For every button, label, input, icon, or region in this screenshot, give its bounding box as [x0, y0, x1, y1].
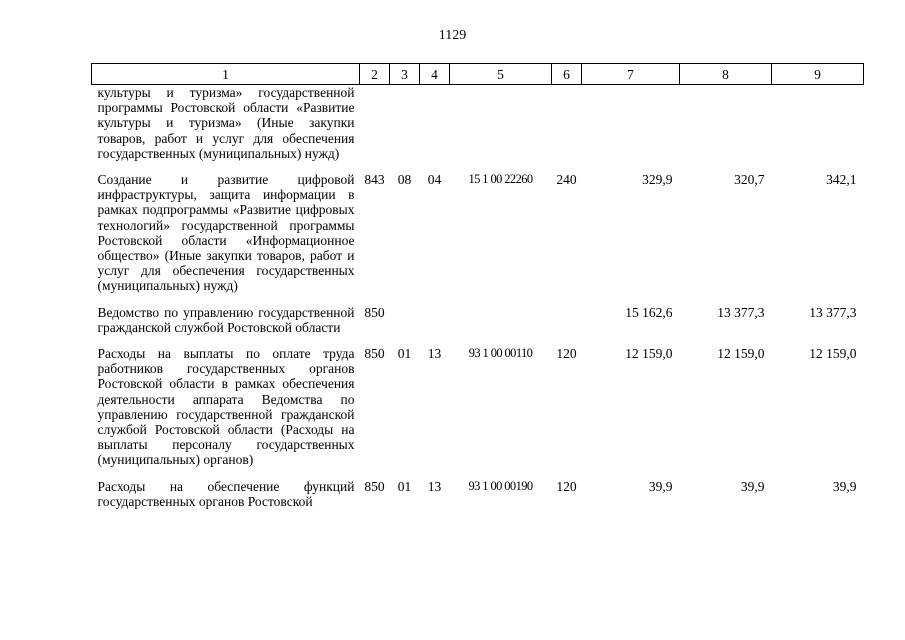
subsection-code — [420, 85, 450, 173]
section-code: 08 — [397, 172, 412, 188]
column-header: 6 — [552, 64, 582, 85]
grbs-code: 850 — [364, 346, 385, 362]
subsection-code: 04 — [427, 172, 442, 188]
column-header: 3 — [390, 64, 420, 85]
table-row — [92, 346, 864, 479]
section-code — [390, 305, 420, 346]
expense-type-code: 120 — [556, 478, 577, 494]
amount-year-3: 39,9 — [832, 478, 857, 494]
expense-name: Расходы на выплаты по оплате труда работников государственных органов Ростовской области в рамках обеспечения деятельности аппарата Ведомства по управлению государственной гражданской службой Ростовской области (Расходы на выплаты персоналу государственных (муниципальных) органов) — [97, 346, 355, 468]
page-number: 1129 — [438, 28, 467, 43]
section-code — [390, 85, 420, 173]
expense-type-code: 120 — [556, 346, 577, 362]
amount-year-1: 12 159,0 — [625, 346, 673, 362]
grbs-code: 850 — [364, 478, 385, 494]
target-article-code: 93 1 00 00110 — [468, 346, 533, 361]
amount-year-2: 320,7 — [734, 172, 765, 188]
expense-name: Ведомство по управлению государственной гражданской службой Ростовской области — [97, 304, 355, 335]
grbs-code: 850 — [364, 304, 385, 320]
column-header: 5 — [450, 64, 552, 85]
amount-year-1: 329,9 — [642, 172, 673, 188]
subsection-code — [420, 305, 450, 346]
amount-year-2: 13 377,3 — [717, 304, 765, 320]
column-header: 1 — [92, 64, 360, 85]
amount-year-3: 12 159,0 — [809, 346, 857, 362]
column-header: 7 — [582, 64, 680, 85]
amount-year-3 — [772, 85, 864, 173]
expense-type-code — [552, 305, 582, 346]
budget-table — [91, 63, 864, 520]
expense-name: культуры и туризма» государственной программы Ростовской области «Развитие культуры и туризма» (Иные закупки товаров, работ и услуг для обеспечения государственных (муниципальных) нужд) — [97, 85, 355, 161]
amount-year-2: 39,9 — [740, 478, 765, 494]
target-article-code — [450, 305, 552, 346]
expense-type-code: 240 — [556, 172, 577, 188]
table-row — [92, 479, 864, 520]
grbs-code: 843 — [364, 172, 385, 188]
table-header — [92, 64, 864, 85]
subsection-code: 13 — [427, 478, 442, 494]
expense-name: Создание и развитие цифровой инфраструктуры, защита информации в рамках подпрограммы «Развитие цифровых технологий» государственной программы Ростовской области «Информационное общество» (Иные закупки товаров, работ и услуг для обеспечения государственных (муниципальных) нужд) — [97, 172, 355, 294]
amount-year-2: 12 159,0 — [717, 346, 765, 362]
amount-year-1: 39,9 — [648, 478, 673, 494]
amount-year-1: 15 162,6 — [625, 304, 673, 320]
table-row — [92, 85, 864, 173]
target-article-code — [450, 85, 552, 173]
table-body — [92, 85, 864, 521]
grbs-code — [360, 85, 390, 173]
column-header: 8 — [680, 64, 772, 85]
expense-type-code — [552, 85, 582, 173]
subsection-code: 13 — [427, 346, 442, 362]
table-row — [92, 305, 864, 346]
target-article-code: 93 1 00 00190 — [468, 478, 533, 493]
table-row — [92, 172, 864, 305]
target-article-code: 15 1 00 22260 — [468, 172, 533, 187]
amount-year-2 — [680, 85, 772, 173]
column-header: 2 — [360, 64, 390, 85]
amount-year-1 — [582, 85, 680, 173]
column-header: 9 — [772, 64, 864, 85]
header-row — [92, 64, 864, 85]
expense-name: Расходы на обеспечение функций государственных органов Ростовской — [97, 478, 355, 509]
section-code: 01 — [397, 346, 412, 362]
section-code: 01 — [397, 478, 412, 494]
amount-year-3: 342,1 — [826, 172, 857, 188]
amount-year-3: 13 377,3 — [809, 304, 857, 320]
column-header: 4 — [420, 64, 450, 85]
